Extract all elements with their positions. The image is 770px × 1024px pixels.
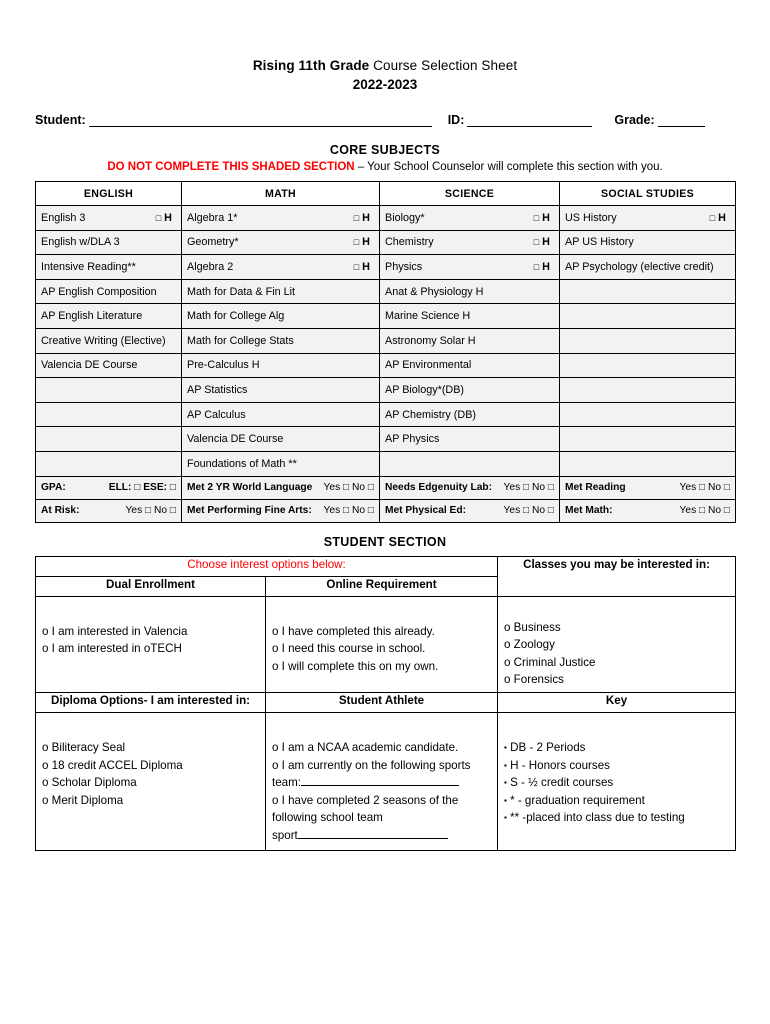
course-cell-social-studies: [560, 378, 736, 403]
met-math-yesno[interactable]: Yes □ No □: [679, 505, 730, 517]
online-requirement-header: Online Requirement: [266, 576, 498, 596]
course-cell-english[interactable]: [36, 230, 182, 255]
course-cell-math[interactable]: [182, 206, 380, 231]
gpa-cell[interactable]: [36, 476, 182, 499]
course-cell-math[interactable]: [182, 427, 380, 452]
class-option[interactable]: o Forensics: [504, 673, 564, 687]
course-name: Biology*: [385, 211, 425, 224]
course-cell-science[interactable]: [380, 230, 560, 255]
column-header-social-studies: SOCIAL STUDIES: [560, 182, 736, 206]
course-name: Algebra 2: [187, 260, 234, 273]
gpa-label: GPA:: [41, 482, 66, 494]
diploma-option[interactable]: o Merit Diploma: [42, 793, 124, 807]
interest-options-row: [36, 596, 736, 692]
student-name-blank[interactable]: [89, 114, 432, 127]
dual-enrollment-option[interactable]: o I am interested in oTECH: [42, 642, 182, 656]
core-table-header-row: [36, 182, 736, 206]
course-cell-social-studies: [560, 451, 736, 476]
course-name: Physics: [385, 260, 423, 273]
core-warning-rest: – Your School Counselor will complete this section with you.: [354, 161, 663, 173]
course-name: AP Statistics: [187, 383, 248, 396]
table-row: [36, 427, 736, 452]
course-cell-math[interactable]: [182, 402, 380, 427]
course-cell-english[interactable]: [36, 206, 182, 231]
course-name: AP Physics: [385, 433, 440, 446]
course-cell-science: [380, 451, 560, 476]
athlete-team-blank[interactable]: [301, 775, 459, 786]
course-name: AP Environmental: [385, 359, 472, 372]
athlete-sport-blank[interactable]: [298, 828, 448, 839]
page-title-rest: Course Selection Sheet: [369, 58, 518, 73]
core-table-footer: [36, 476, 736, 522]
course-cell-english: [36, 402, 182, 427]
world-language-yesno[interactable]: Yes □ No □: [323, 482, 374, 494]
student-identity-row: [35, 113, 735, 127]
course-name: Chemistry: [385, 236, 434, 249]
page-title: [35, 58, 735, 73]
course-cell-math[interactable]: [182, 451, 380, 476]
core-footer-row-1: [36, 476, 736, 499]
course-name: Algebra 1*: [187, 211, 238, 224]
classes-interest-header: Classes you may be interested in:: [498, 556, 736, 596]
course-name: AP Chemistry (DB): [385, 408, 476, 421]
course-cell-english[interactable]: [36, 255, 182, 280]
course-cell-science[interactable]: [380, 328, 560, 353]
athlete-option-two-seasons[interactable]: o I have completed 2 seasons of the: [272, 793, 459, 807]
column-header-math: MATH: [182, 182, 380, 206]
course-cell-math[interactable]: [182, 353, 380, 378]
met-math-cell[interactable]: [560, 499, 736, 522]
honors-checkbox[interactable]: □ H: [353, 236, 370, 249]
met-reading-label: Met Reading: [565, 482, 626, 494]
honors-checkbox[interactable]: □ H: [709, 211, 726, 224]
key-bullet-icon: ▪: [504, 795, 507, 805]
table-row: [36, 328, 736, 353]
lower-content-row: [36, 712, 736, 850]
key-item: * - graduation requirement: [510, 793, 645, 807]
school-year: 2022-2023: [352, 77, 418, 92]
course-name: AP US History: [565, 236, 634, 249]
course-cell-science[interactable]: [380, 304, 560, 329]
course-cell-science[interactable]: [380, 378, 560, 403]
diploma-options-list: [36, 712, 266, 850]
course-cell-english[interactable]: [36, 304, 182, 329]
honors-checkbox[interactable]: □ H: [533, 211, 550, 224]
fine-arts-cell[interactable]: [182, 499, 380, 522]
athlete-following-team-text: following school team: [272, 811, 383, 825]
physical-ed-label: Met Physical Ed:: [385, 505, 466, 517]
table-row: [36, 230, 736, 255]
student-id-label: ID:: [447, 113, 465, 127]
at-risk-cell[interactable]: [36, 499, 182, 522]
edgenuity-lab-cell[interactable]: [380, 476, 560, 499]
course-name: AP Calculus: [187, 408, 246, 421]
table-row: [36, 402, 736, 427]
course-name: Anat & Physiology H: [385, 285, 484, 298]
met-math-label: Met Math:: [565, 505, 613, 517]
diploma-options-header: Diploma Options- I am interested in:: [36, 692, 266, 712]
course-name: Math for College Alg: [187, 310, 285, 323]
course-name: Marine Science H: [385, 310, 471, 323]
course-name: Math for Data & Fin Lit: [187, 285, 296, 298]
student-id-blank[interactable]: [467, 114, 592, 127]
course-cell-social-studies[interactable]: [560, 255, 736, 280]
course-cell-science[interactable]: [380, 402, 560, 427]
student-section-heading: STUDENT SECTION: [323, 534, 447, 549]
key-item: H - Honors courses: [510, 758, 610, 772]
course-name: US History: [565, 211, 617, 224]
key-bullet-icon: ▪: [504, 813, 507, 823]
physical-ed-yesno[interactable]: Yes □ No □: [503, 505, 554, 517]
course-name: Geometry*: [187, 236, 239, 249]
course-name: AP English Literature: [41, 310, 143, 323]
honors-checkbox[interactable]: □ H: [533, 260, 550, 273]
at-risk-label: At Risk:: [41, 505, 80, 517]
key-bullet-icon: ▪: [504, 742, 507, 752]
diploma-option[interactable]: o 18 credit ACCEL Diploma: [42, 758, 183, 772]
key-legend-list: [498, 712, 736, 850]
course-cell-science[interactable]: [380, 255, 560, 280]
course-cell-social-studies: [560, 328, 736, 353]
course-name: English w/DLA 3: [41, 236, 120, 249]
course-name: Astronomy Solar H: [385, 334, 476, 347]
column-header-science: SCIENCE: [380, 182, 560, 206]
diploma-option[interactable]: o Biliteracy Seal: [42, 740, 126, 754]
student-name-field[interactable]: [35, 113, 432, 127]
key-header: Key: [498, 692, 736, 712]
physical-ed-cell[interactable]: [380, 499, 560, 522]
course-cell-social-studies: [560, 427, 736, 452]
course-cell-math[interactable]: [182, 279, 380, 304]
table-row: [36, 378, 736, 403]
diploma-option[interactable]: o Scholar Diploma: [42, 776, 137, 790]
honors-checkbox[interactable]: □ H: [533, 236, 550, 249]
course-name: Foundations of Math **: [187, 457, 297, 470]
course-name: English 3: [41, 211, 86, 224]
table-row: [36, 255, 736, 280]
met-reading-cell[interactable]: [560, 476, 736, 499]
student-section-table: [35, 556, 736, 851]
course-name: Valencia DE Course: [41, 359, 138, 372]
honors-checkbox[interactable]: □ H: [353, 211, 370, 224]
page-title-bold: Rising 11th Grade: [252, 58, 370, 73]
dual-enrollment-options: [36, 596, 266, 692]
course-cell-science[interactable]: [380, 206, 560, 231]
course-cell-social-studies: [560, 279, 736, 304]
student-athlete-list: [266, 712, 498, 850]
student-athlete-header: Student Athlete: [266, 692, 498, 712]
class-option[interactable]: o Zoology: [504, 638, 555, 652]
course-cell-social-studies: [560, 304, 736, 329]
student-name-label: Student:: [35, 113, 86, 127]
course-cell-social-studies[interactable]: [560, 230, 736, 255]
course-name: Valencia DE Course: [187, 433, 284, 446]
course-cell-english[interactable]: [36, 279, 182, 304]
course-cell-math[interactable]: [182, 230, 380, 255]
course-cell-math[interactable]: [182, 255, 380, 280]
course-cell-math[interactable]: [182, 304, 380, 329]
dual-enrollment-header: Dual Enrollment: [36, 576, 266, 596]
online-requirement-options: [266, 596, 498, 692]
course-cell-science[interactable]: [380, 427, 560, 452]
fine-arts-yesno[interactable]: Yes □ No □: [323, 505, 374, 517]
fine-arts-label: Met Performing Fine Arts:: [187, 505, 312, 517]
course-cell-english: [36, 427, 182, 452]
athlete-team-label: team:: [272, 776, 301, 790]
athlete-option-current-sport[interactable]: o I am currently on the following sports: [272, 758, 471, 772]
classes-interest-options: [498, 596, 736, 692]
at-risk-yesno[interactable]: Yes □ No □: [125, 505, 176, 517]
core-subjects-warning: [35, 161, 735, 173]
course-cell-science[interactable]: [380, 279, 560, 304]
student-id-field[interactable]: [448, 113, 593, 127]
table-row: [36, 206, 736, 231]
course-name: Pre-Calculus H: [187, 359, 260, 372]
course-name: AP Psychology (elective credit): [565, 260, 714, 273]
dual-enrollment-option[interactable]: o I am interested in Valencia: [42, 624, 188, 638]
online-option[interactable]: o I need this course in school.: [272, 642, 426, 656]
student-grade-field[interactable]: [614, 113, 704, 127]
course-name: Math for College Stats: [187, 334, 294, 347]
course-cell-english: [36, 378, 182, 403]
key-item: ** -placed into class due to testing: [510, 811, 685, 825]
interest-banner-row: [36, 556, 736, 576]
key-item: S - ½ credit courses: [510, 776, 614, 790]
column-header-english: ENGLISH: [36, 182, 182, 206]
class-option[interactable]: o Business: [504, 620, 561, 634]
table-row: [36, 353, 736, 378]
course-name: AP English Composition: [41, 285, 157, 298]
edgenuity-lab-label: Needs Edgenuity Lab:: [385, 482, 492, 494]
online-option[interactable]: o I will complete this on my own.: [272, 659, 439, 673]
table-row: [36, 279, 736, 304]
course-cell-english[interactable]: [36, 353, 182, 378]
athlete-option-ncaa[interactable]: o I am a NCAA academic candidate.: [272, 740, 459, 754]
course-name: Intensive Reading**: [41, 260, 136, 273]
course-cell-social-studies: [560, 402, 736, 427]
world-language-label: Met 2 YR World Language: [187, 482, 313, 494]
course-cell-social-studies[interactable]: [560, 206, 736, 231]
table-row: [36, 304, 736, 329]
core-subjects-heading: CORE SUBJECTS: [329, 143, 441, 157]
student-grade-label: Grade:: [614, 113, 655, 127]
key-bullet-icon: ▪: [504, 760, 507, 770]
student-grade-blank[interactable]: [658, 114, 705, 127]
key-bullet-icon: ▪: [504, 778, 507, 788]
class-option[interactable]: o Criminal Justice: [504, 655, 596, 669]
athlete-sport-label: sport: [272, 829, 298, 843]
core-footer-row-2: [36, 499, 736, 522]
course-cell-math[interactable]: [182, 378, 380, 403]
core-subjects-table: [35, 181, 736, 523]
interest-banner: Choose interest options below:: [36, 556, 498, 576]
key-item: DB - 2 Periods: [510, 740, 586, 754]
edgenuity-lab-yesno[interactable]: Yes □ No □: [503, 482, 554, 494]
course-cell-english: [36, 451, 182, 476]
course-cell-social-studies: [560, 353, 736, 378]
course-name: AP Biology*(DB): [385, 383, 465, 396]
online-option[interactable]: o I have completed this already.: [272, 624, 435, 638]
ell-ese-checkboxes[interactable]: ELL: □ ESE: □: [108, 482, 176, 494]
course-cell-english[interactable]: [36, 328, 182, 353]
course-cell-math[interactable]: [182, 328, 380, 353]
honors-checkbox[interactable]: □ H: [353, 260, 370, 273]
table-row: [36, 451, 736, 476]
lower-headers-row: [36, 692, 736, 712]
met-reading-yesno[interactable]: Yes □ No □: [679, 482, 730, 494]
core-warning-red: DO NOT COMPLETE THIS SHADED SECTION: [107, 161, 355, 173]
course-name: Creative Writing (Elective): [41, 334, 166, 347]
document-title-block: [35, 0, 735, 92]
honors-checkbox[interactable]: □ H: [155, 211, 172, 224]
course-cell-science[interactable]: [380, 353, 560, 378]
world-language-cell[interactable]: [182, 476, 380, 499]
